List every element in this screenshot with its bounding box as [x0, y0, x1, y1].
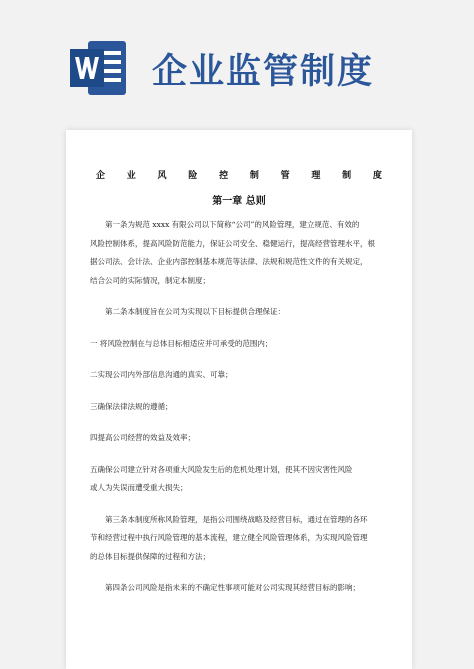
document-title-char: 制 — [249, 171, 259, 181]
paragraph-line: 节和经营过程中执行风险管理的基本流程，建立健全风险管理体系，为实现风险管理 — [90, 533, 368, 542]
document-title-char: 制 — [342, 171, 352, 181]
document-title-char: 企 — [96, 171, 106, 181]
paragraph-gap — [90, 322, 388, 335]
paragraph-line: 一 将风险控制在与总体目标相适应并可承受的范围内； — [90, 338, 273, 348]
paragraph-line: 结合公司的实际情况，制定本制度； — [90, 275, 210, 285]
paragraph-line: 第一条为规范 xxxx 有限公司以下简称“公司”的风险管理，建立规范、有效的 — [105, 220, 360, 229]
banner-title: 企业监管制度 — [152, 52, 375, 92]
chapter-heading: 第一章 总则 — [212, 196, 266, 207]
word-icon — [68, 38, 128, 98]
document-title-char: 风 — [157, 171, 167, 181]
document-title — [96, 168, 382, 181]
paragraph-line: 第二条本制度旨在公司为实现以下目标提供合理保证： — [105, 307, 285, 316]
paragraph-gap — [90, 353, 388, 366]
banner — [0, 0, 474, 118]
paragraph-gap — [90, 416, 388, 429]
document-title-char: 度 — [372, 171, 382, 181]
paragraph-line: 四提高公司经营的效益及效率； — [90, 433, 195, 442]
paragraph-line: 二实现公司内外部信息沟通的真实、可靠； — [90, 370, 233, 379]
paragraph-line: 第三条本制度所称风险管理，是指公司围绕战略及经营目标，通过在管理的各环 — [105, 514, 368, 524]
paragraph-gap — [90, 385, 388, 398]
paragraph-gap — [90, 566, 388, 579]
paragraph-gap — [90, 290, 388, 303]
document-body — [90, 216, 388, 598]
document-title-char: 管 — [280, 171, 290, 181]
document-title-char: 控 — [219, 171, 229, 181]
paragraph-line: 据公司法、会计法、企业内部控制基本规范等法律、法规和规范性文件的有关规定， — [90, 257, 368, 266]
paragraph-line: 风险控制体系，提高风险防范能力，保证公司安全、稳健运行，提高经营管理水平，根 — [90, 238, 375, 248]
paragraph-line: 或人为失误而遭受重大损失； — [90, 483, 188, 492]
paragraph-line: 五确保公司建立针对各项重大风险发生后的危机处理计划，使其不因灾害性风险 — [90, 464, 353, 474]
paragraph-gap — [90, 498, 388, 511]
document-title-char: 理 — [311, 171, 321, 181]
document-title-char: 业 — [126, 171, 136, 181]
document-page — [66, 130, 412, 669]
paragraph-line: 第四条公司风险是指未来的不确定性事项可能对公司实现其经营目标的影响； — [105, 583, 360, 592]
paragraph-line: 的总体目标提供保障的过程和方法； — [90, 551, 210, 561]
paragraph-line: 三确保法律法规的遵循； — [90, 401, 173, 411]
document-title-char: 险 — [188, 171, 198, 181]
paragraph-gap — [90, 448, 388, 461]
